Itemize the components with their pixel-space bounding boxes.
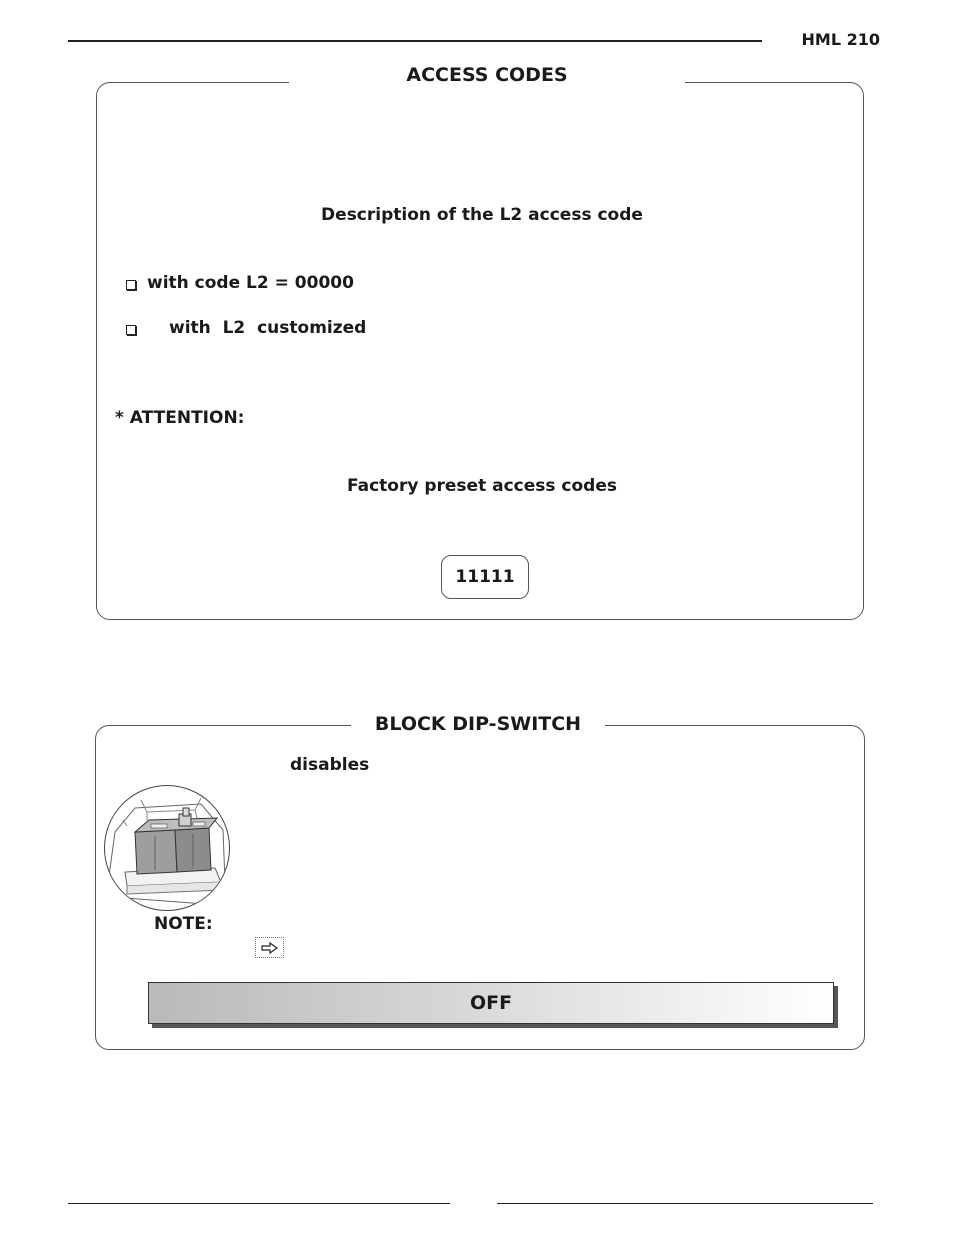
footer-rule-right [497,1203,873,1204]
access-code-value [441,555,529,599]
option-customized-code: with L2 customized [169,318,367,338]
arrow-glyph-icon [261,942,279,954]
footer-rule-left [68,1203,450,1204]
access-codes-panel [96,82,864,620]
dip-switch-state-bar [148,982,834,1024]
header-rule [68,40,762,42]
document-id: HML 210 [801,30,880,49]
hollow-arrow-right-icon [255,937,284,958]
checkbox-icon [126,280,136,290]
checkbox-icon [126,325,136,335]
disables-text: disables [290,755,370,775]
attention-label: * ATTENTION: [115,408,245,428]
access-codes-title: ACCESS CODES [289,64,685,86]
dip-switch-icon [105,786,229,910]
access-code-text: 11111 [455,567,515,587]
factory-codes-heading: Factory preset access codes [346,476,618,496]
note-label: NOTE: [154,914,213,934]
l2-description-heading: Description of the L2 access code [321,205,643,225]
block-dip-switch-title: BLOCK DIP-SWITCH [351,713,605,735]
dip-switch-illustration [104,785,230,911]
option-default-code: with code L2 = 00000 [147,273,354,293]
dip-switch-state-label: OFF [469,992,513,1014]
